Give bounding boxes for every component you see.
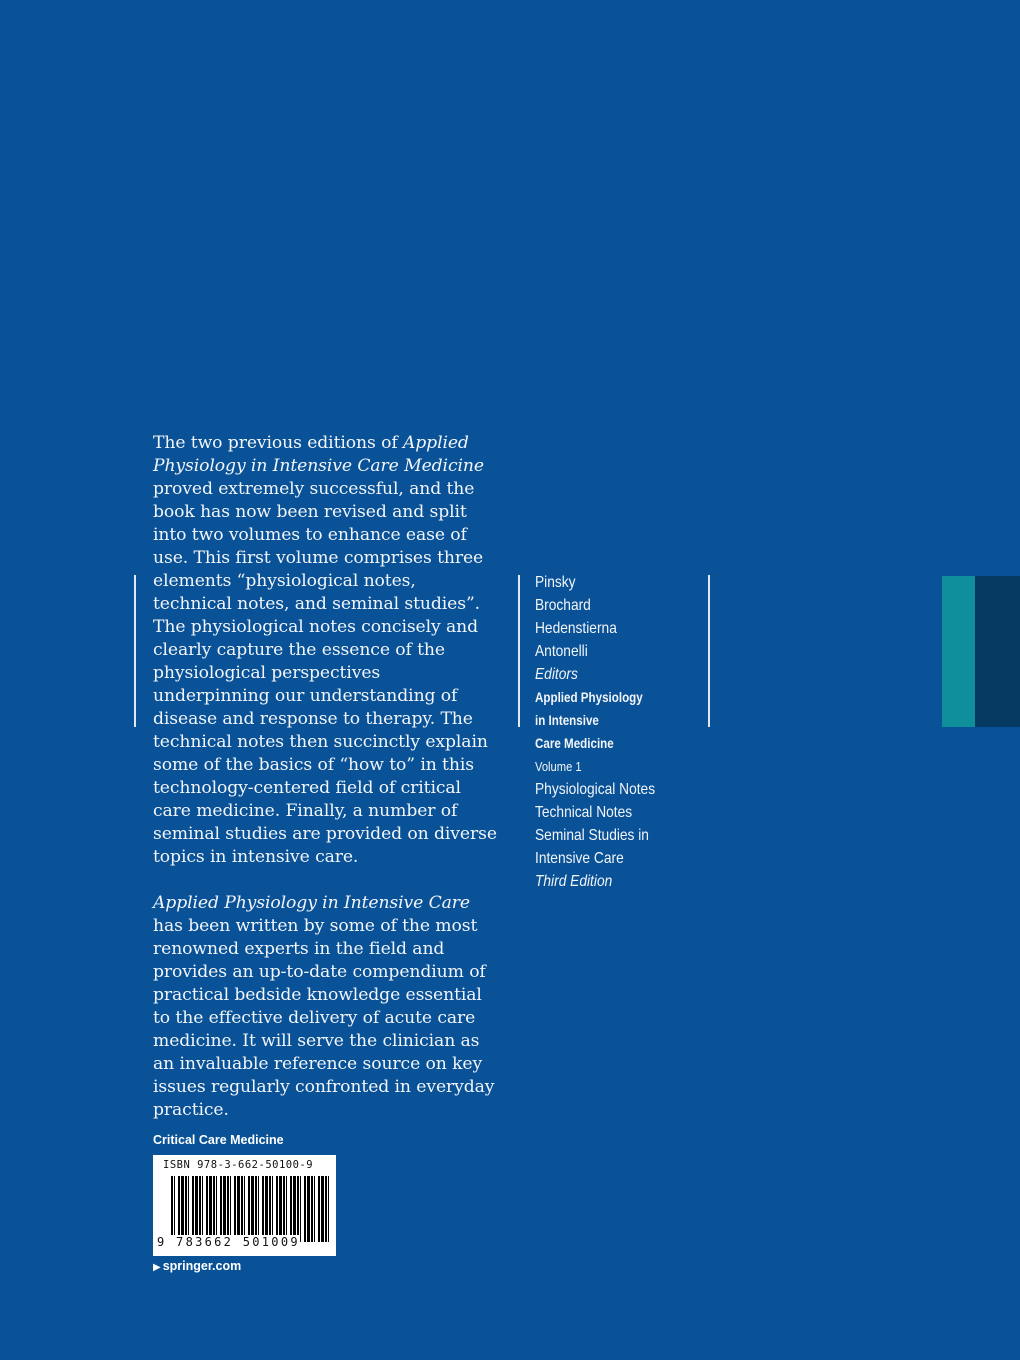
edition-label: Third Edition (535, 873, 613, 890)
author-name: Antonelli (535, 643, 588, 660)
subtitle-line: Seminal Studies in (535, 827, 649, 844)
blurb-paragraph-2: Applied Physiology in Intensive Care has been written by some of the most renowned experts in the field and provides an up-to-date compendium of practical bedside knowledge essential to the effective delivery of acute care medicine. It will serve the clinician as an invaluable reference source on key issues regularly confronted in everyday practice. (153, 893, 495, 1120)
series-name: Critical Care Medicine (153, 1133, 284, 1147)
arrow-right-icon: ▶ (153, 1262, 161, 1273)
publisher-website[interactable]: ▶ springer.com (153, 1259, 242, 1273)
spine-dark-band (975, 576, 1020, 727)
barcode-digits: 9 783662 501009 (157, 1235, 300, 1249)
author-name: Pinsky (535, 574, 576, 591)
left-divider-rule (134, 575, 136, 727)
spine-teal-band (942, 576, 975, 727)
book-title-line: Applied Physiology (535, 690, 643, 705)
subtitle-line: Technical Notes (535, 804, 633, 821)
blurb-paragraph-1: The two previous editions of Applied Physiology in Intensive Care Medicine proved extremely successful, and the book has now been revised and split into two volumes to enhance ease of use. This first volume comprises three elements “physiological notes, technical notes, and seminal studies”. The physiological notes concisely and clearly capture the essence of the physiological perspectives underpinning our understanding of disease and response to therapy. The technical notes then succinctly explain some of the basics of “how to” in this technology-centered field of critical care medicine. Finally, a number of seminal studies are provided on diverse topics in intensive care. (153, 433, 497, 867)
subtitle-line: Physiological Notes (535, 781, 656, 798)
isbn-label: ISBN 978-3-662-50100-9 (163, 1159, 314, 1171)
barcode-bars (171, 1176, 329, 1242)
author-name: Brochard (535, 597, 591, 614)
subtitle-line: Intensive Care (535, 850, 624, 867)
volume-label: Volume 1 (535, 759, 582, 774)
isbn-barcode (153, 1155, 336, 1256)
book-title-line: in Intensive (535, 713, 599, 728)
book-info-sidebar (535, 571, 705, 893)
author-name: Hedenstierna (535, 620, 617, 637)
editors-label: Editors (535, 666, 578, 683)
book-title-italic: Applied Physiology in Intensive Care (153, 893, 470, 913)
right-divider-rule (708, 575, 710, 727)
book-title-italic: Applied Physiology in Intensive Care Medicine (153, 433, 484, 476)
book-title-line: Care Medicine (535, 736, 614, 751)
back-cover-blurb (153, 432, 498, 1145)
middle-divider-rule (518, 575, 520, 727)
